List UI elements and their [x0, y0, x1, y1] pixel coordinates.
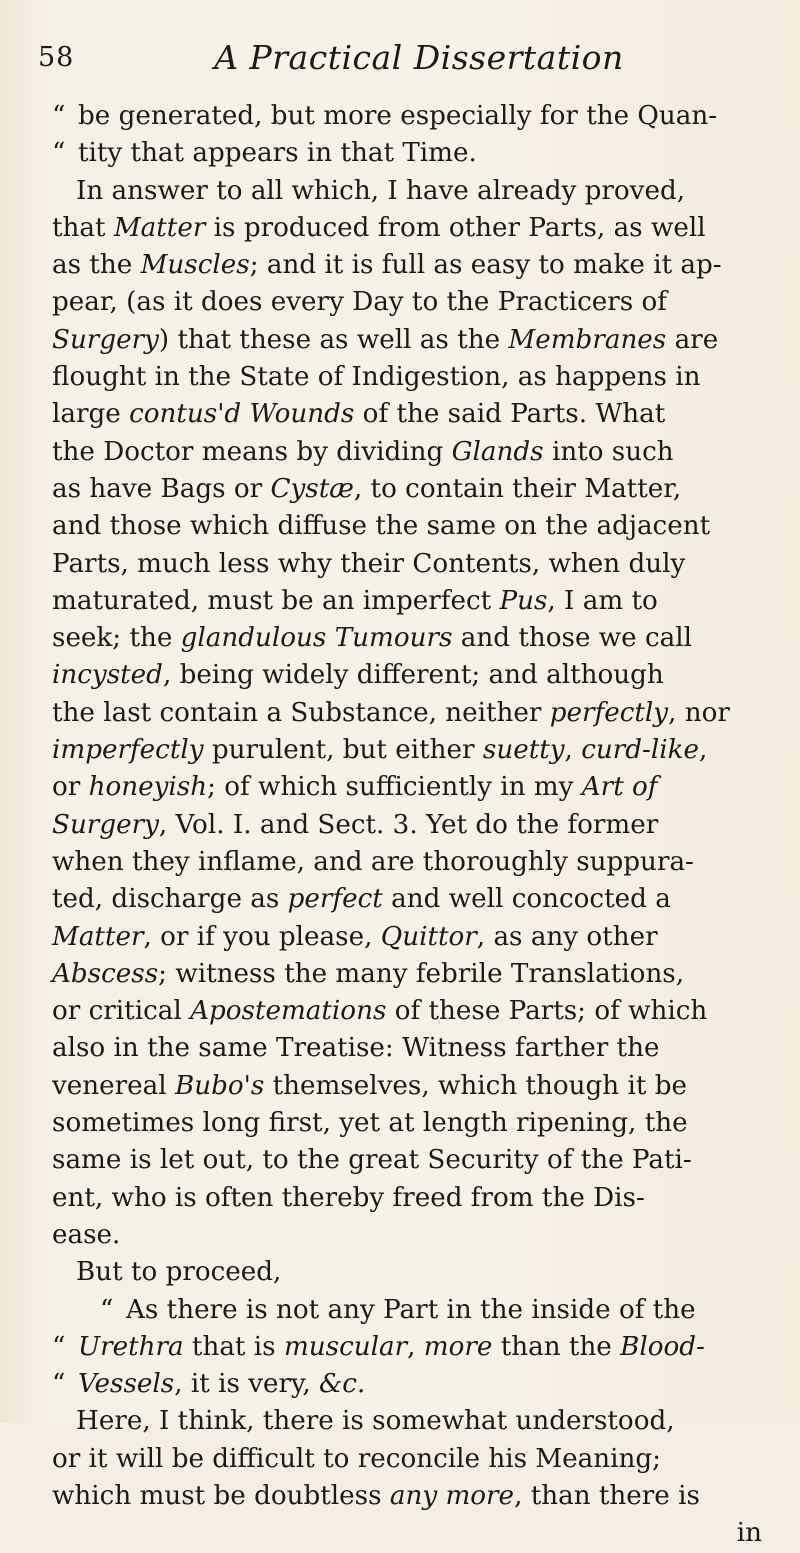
text-line: [52, 1292, 768, 1329]
text-line: [52, 284, 768, 321]
text-line: [52, 695, 768, 732]
text-run: are: [666, 324, 719, 355]
text-line: [52, 807, 768, 844]
italic-text: perfectly: [549, 697, 669, 728]
text-line: [52, 434, 768, 471]
text-line: [52, 956, 768, 993]
text-line: [52, 1329, 768, 1366]
text-run: ; of which sufficiently in my: [207, 772, 582, 803]
body-text: [52, 98, 768, 1553]
text-run: be generated, but more especially for the Quan-: [78, 101, 718, 131]
text-line: [52, 210, 768, 247]
italic-text: honeyish: [88, 772, 208, 803]
italic-text: Membranes: [508, 324, 667, 355]
text-line: [52, 471, 768, 508]
running-title: A Practical Dissertation: [214, 38, 624, 77]
text-run: that: [52, 212, 114, 243]
text-run: , nor: [668, 697, 730, 728]
text-line: [52, 98, 768, 135]
text-run: of the said Parts. What: [354, 399, 666, 430]
text-run: or it will be difficult to reconcile his Meaning;: [52, 1443, 661, 1474]
text-line: [52, 322, 768, 359]
text-run: Here, I think, there is somewhat understood,: [76, 1406, 675, 1437]
text-run: tity that appears in that Time.: [78, 138, 477, 169]
text-run: and those we call: [452, 623, 693, 654]
text-line: [52, 993, 768, 1030]
page-header: [38, 38, 760, 94]
italic-text: Matter: [52, 921, 144, 952]
text-line: [52, 396, 768, 433]
text-run: , being widely different; and although: [162, 660, 664, 691]
italic-text: muscular: [283, 1331, 408, 1362]
italic-text: Glands: [451, 436, 544, 467]
text-line: [52, 1254, 768, 1291]
text-run: ,: [407, 1331, 424, 1362]
text-line: [52, 620, 768, 657]
text-line: [52, 508, 768, 545]
text-run: Parts, much less why their Contents, when duly: [52, 548, 686, 579]
text-run: In answer to all which, I have already proved,: [76, 175, 686, 206]
text-line: [52, 657, 768, 694]
text-run: or: [52, 772, 89, 803]
italic-text: Urethra: [78, 1331, 184, 1362]
italic-text: Matter: [113, 212, 206, 243]
italic-text: Vessels: [78, 1369, 175, 1400]
text-run: is produced from other Parts, as well: [205, 212, 706, 243]
italic-text: Art of: [581, 772, 658, 803]
page-number: 58: [38, 42, 75, 73]
text-line: [52, 769, 768, 806]
text-run: purulent, but either: [203, 735, 483, 766]
text-line: [52, 1515, 768, 1552]
text-line: [52, 173, 768, 210]
text-run: or critical: [52, 996, 191, 1027]
text-run: , it is very,: [174, 1369, 319, 1400]
text-run: sometimes long first, yet at length ripening, the: [52, 1108, 688, 1139]
text-run: and those which diffuse the same on the adjacent: [52, 511, 711, 542]
text-run: ; witness the many febrile Translations,: [158, 958, 685, 989]
text-line: [52, 247, 768, 284]
italic-text: Surgery: [52, 324, 159, 355]
text-line: [52, 359, 768, 396]
italic-text: Quittor: [380, 921, 477, 952]
text-line: [52, 1068, 768, 1105]
text-run: , as any other: [476, 921, 658, 952]
text-line: [52, 1217, 768, 1254]
italic-text: more: [423, 1331, 493, 1362]
italic-text: contus'd Wounds: [129, 399, 355, 430]
italic-text: Cystæ: [270, 473, 354, 504]
text-run: and well concocted a: [382, 884, 671, 915]
text-line: [52, 1478, 768, 1515]
text-run: than the: [492, 1331, 621, 1362]
text-run: ,: [564, 735, 582, 766]
text-line: [52, 583, 768, 620]
quote-mark: “: [52, 1369, 66, 1400]
text-line: [52, 1105, 768, 1142]
text-run: pear, (as it does every Day to the Practicers of: [52, 287, 667, 318]
italic-text: incysted: [52, 660, 163, 691]
text-run: that is: [183, 1331, 284, 1362]
text-run: flought in the State of Indigestion, as happens in: [52, 362, 701, 393]
text-run: into such: [543, 436, 674, 467]
text-run: in: [736, 1518, 762, 1549]
italic-text: curd-like: [581, 735, 699, 766]
text-line: [52, 546, 768, 583]
text-run: As there is not any Part in the inside of the: [126, 1294, 696, 1325]
text-run: large: [52, 399, 130, 430]
text-run: ent, who is often thereby freed from the Dis-: [52, 1182, 645, 1213]
text-run: ease.: [52, 1219, 121, 1250]
text-line: [52, 1142, 768, 1179]
quote-mark: “: [52, 101, 66, 131]
text-line: [52, 919, 768, 956]
text-run: ; and it is full as easy to make it ap-: [249, 250, 722, 281]
italic-text: perfect: [287, 884, 383, 915]
text-run: also in the same Treatise: Witness farther the: [52, 1033, 660, 1064]
text-run: which must be doubtless: [52, 1480, 390, 1511]
text-run: But to proceed,: [76, 1257, 282, 1288]
text-line: [52, 732, 768, 769]
quote-mark: “: [52, 138, 66, 169]
text-run: venereal: [52, 1070, 175, 1101]
italic-text: suetty: [482, 735, 565, 766]
text-line: [52, 881, 768, 918]
text-line: [52, 1180, 768, 1217]
text-run: as have Bags or: [52, 473, 271, 504]
text-line: [52, 135, 768, 172]
text-run: seek; the: [52, 623, 181, 654]
text-run: the last contain a Substance, neither: [52, 697, 550, 728]
italic-text: Blood-: [620, 1331, 705, 1362]
text-run: when they inflame, and are thoroughly suppura-: [52, 846, 694, 877]
text-line: [52, 1030, 768, 1067]
italic-text: imperfectly: [52, 735, 204, 766]
text-run: of these Parts; of which: [386, 996, 708, 1027]
text-run: ,: [698, 735, 708, 766]
text-line: [52, 1403, 768, 1440]
text-line: [52, 1441, 768, 1478]
text-run: as the: [52, 250, 141, 281]
text-run: , to contain their Matter,: [353, 473, 682, 504]
text-run: ted, discharge as: [52, 884, 288, 915]
quote-mark: “: [52, 1331, 66, 1362]
text-run: same is let out, to the great Security of the Pati-: [52, 1145, 692, 1176]
italic-text: any more: [389, 1480, 515, 1511]
text-run: the Doctor means by dividing: [52, 436, 452, 467]
text-run: , than there is: [514, 1480, 700, 1511]
italic-text: Pus: [499, 585, 548, 616]
text-run: maturated, must be an imperfect: [52, 585, 500, 616]
italic-text: Surgery: [52, 809, 159, 840]
italic-text: &c.: [319, 1369, 366, 1400]
text-run: themselves, which though it be: [264, 1070, 687, 1101]
text-line: [52, 1366, 768, 1403]
italic-text: Abscess: [52, 958, 159, 989]
italic-text: Apostemations: [190, 996, 387, 1027]
italic-text: glandulous Tumours: [180, 623, 453, 654]
italic-text: Muscles: [140, 250, 250, 281]
text-line: [52, 844, 768, 881]
text-run: ) that these as well as the: [158, 324, 509, 355]
italic-text: Bubo's: [174, 1070, 265, 1101]
quote-mark: “: [100, 1294, 114, 1325]
text-run: , I am to: [547, 585, 658, 616]
text-run: , Vol. I. and Sect. 3. Yet do the former: [158, 809, 659, 840]
text-run: , or if you please,: [143, 921, 381, 952]
